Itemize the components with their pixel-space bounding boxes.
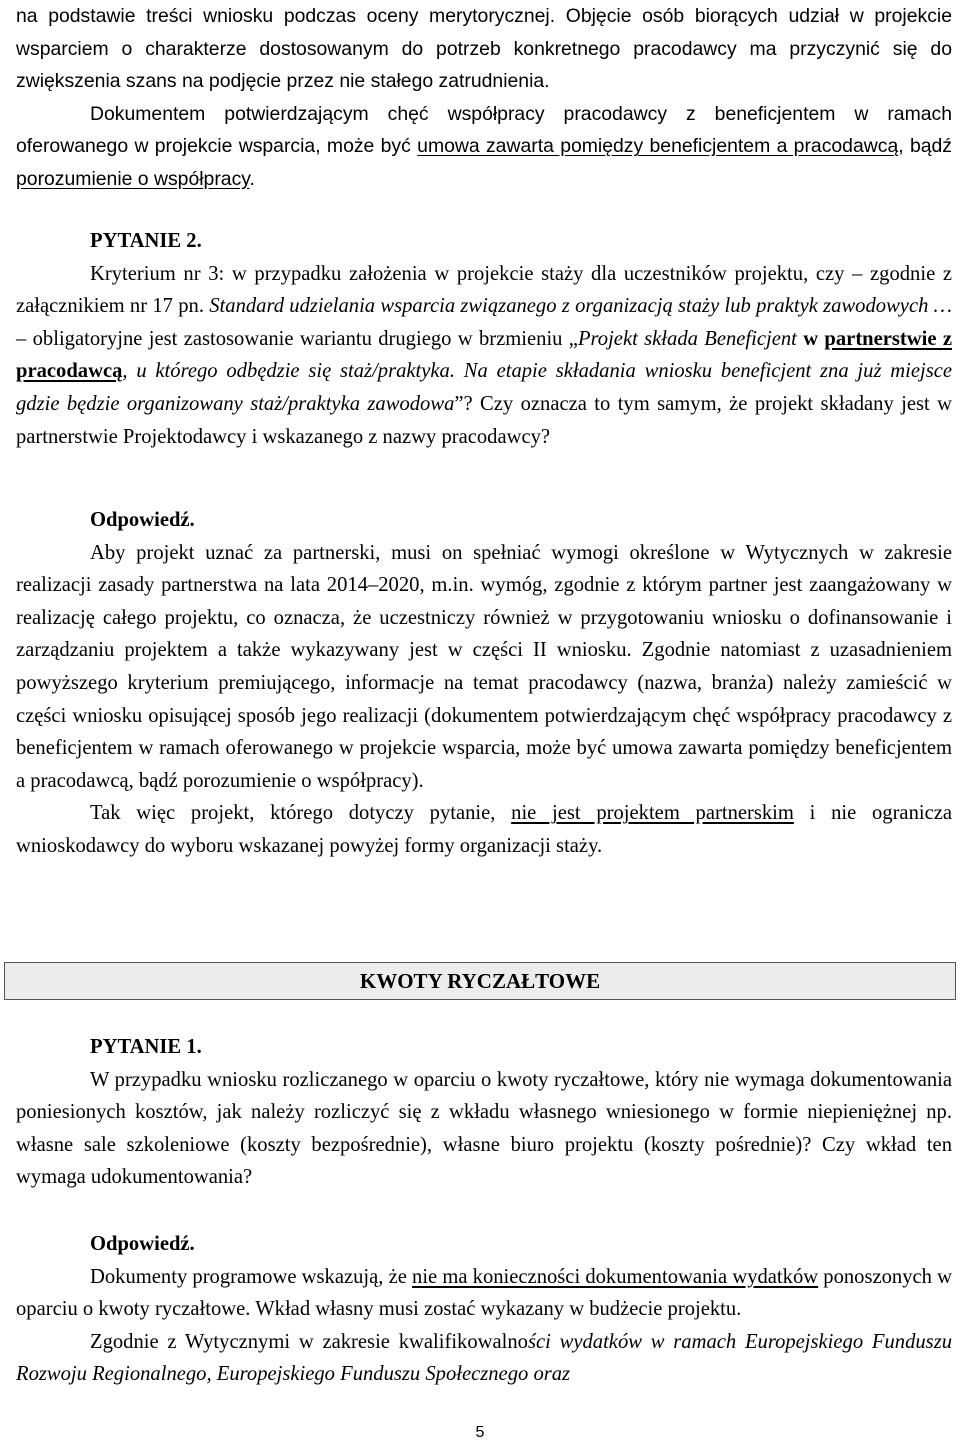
answer-label: Odpowiedź. [90, 509, 195, 531]
underlined-phrase: umowa zawarta pomiędzy beneficjentem a pracodawcą [417, 135, 899, 158]
question-label: PYTANIE 1. [90, 1036, 202, 1058]
intro-paragraph: na podstawie treści wniosku podczas oceny merytorycznej. Objęcie osób biorących udział w projekcie wsparciem o charakterze dostosowanym do potrzeb konkretnego pracodawcy ma przyczynić się do zwiększenia szans na podjęcie przez nie stałego zatrudnienia. [16, 5, 952, 93]
answer-paragraph: Aby projekt uznać za partnerski, musi on spełniać wymogi określone w Wytycznych w zakresie realizacji zasady partnerstwa na lata 2014–2020, m.in. wymóg, zgodnie z którym partner jest zaangażowany w realizację całego projektu, co oznacza, że uczestniczy również w przygotowaniu wniosku o dofinansowanie i zarządzaniu projektem a także wykazywany jest w części II wniosku. Zgodnie natomiast z uzasadnieniem powyższego kryterium premiującego, informacje na temat pracodawcy (nazwa, branża) należy zamieścić w części wniosku opisującej sposób jego realizacji (dokumentem potwierdzającym chęć współpracy pracodawcy z beneficjentem w ramach oferowanego w projekcie wsparcia, może być umowa zawarta pomiędzy beneficjentem a pracodawcą, bądź porozumienie o współpracy). [16, 541, 952, 792]
answer-paragraph: Dokumenty programowe wskazują, że nie ma konieczności dokumentowania wydatków ponoszonych w oparciu o kwoty ryczałtowe. Wkład własny musi zostać wykazany w budżecie projektu. [16, 1265, 952, 1321]
underlined-phrase: nie ma konieczności dokumentowania wydatków [412, 1265, 819, 1288]
answer-paragraph-2: Tak więc projekt, którego dotyczy pytanie, nie jest projektem partnerskim i nie ogranicza wnioskodawcy do wyboru wskazanej powyżej formy organizacji staży. [16, 802, 953, 857]
answer-label: Odpowiedź. [90, 1233, 195, 1255]
question-text: W przypadku wniosku rozliczanego w oparciu o kwoty ryczałtowe, który nie wymaga dokumentowania poniesionych kosztów, jak należy rozliczyć się z wkładu własnego wniesionego w formie niepieniężnej np. własne sale szkoleniowe (koszty bezpośrednie), własne biuro projektu (koszty pośrednie)? Czy wkład ten wymaga udokumentowania? [16, 1068, 952, 1189]
underlined-phrase: partnerstwie z pracodawcą [16, 327, 952, 383]
underlined-phrase: porozumienie o współpracy [16, 167, 250, 190]
question-1 [16, 1031, 952, 1194]
intro-paragraph-2: Dokumentem potwierdzającym chęć współpracy pracodawcy z beneficjentem w ramach oferowanego w projekcie wsparcia, może być umowa zawarta pomiędzy beneficjentem a pracodawcą, bądź porozumienie o współpracy. [16, 102, 952, 190]
answer-1 [16, 1228, 952, 1391]
answer-paragraph-2: Zgodnie z Wytycznymi w zakresie kwalifikowalności wydatków w ramach Europejskiego Funduszu Rozwoju Regionalnego, Europejskiego Funduszu Społecznego oraz [16, 1330, 953, 1386]
page-number: 5 [475, 1424, 485, 1441]
underlined-phrase: nie jest projektem partnerskim [511, 802, 794, 825]
question-2 [16, 225, 952, 453]
question-label: PYTANIE 2. [90, 230, 202, 252]
question-text: Kryterium nr 3: w przypadku założenia w projekcie staży dla uczestników projektu, czy – zgodnie z załącznikiem nr 17 pn. Standard udzielania wsparcia związanego z organizacją staży lub praktyk zawodowych … – obligatoryjne jest zastosowanie wariantu drugiego w brzmieniu „Projekt składa Beneficjent w partnerstwie z pracodawcą, u którego odbędzie się staż/praktyka. Na etapie składania wniosku beneficjent zna już miejsce gdzie będzie organizowany staż/praktyka zawodowa”? Czy oznacza to tym samym, że projekt składany jest w partnerstwie Projektodawcy i wskazanego z nazwy pracodawcy? [16, 262, 953, 448]
answer-2 [16, 504, 952, 863]
intro-section [16, 0, 952, 196]
section-heading: KWOTY RYCZAŁTOWE [4, 962, 956, 1000]
